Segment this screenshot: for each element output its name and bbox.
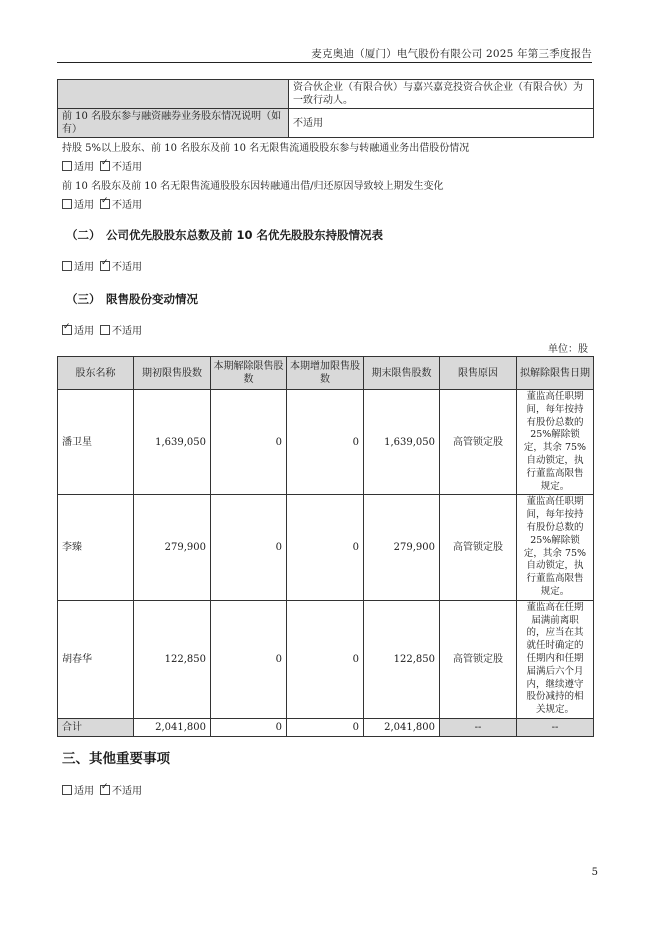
option-label: 不适用 [112,326,142,337]
section-number: （三） [66,292,101,306]
table-header-row [58,357,594,390]
column-header: 期初限售股数 [134,357,211,390]
column-header: 本期解除限售股数 [211,357,287,390]
report-header-title: 麦克奥迪（厦门）电气股份有限公司 2025 年第三季度报告 [311,48,592,60]
total-start: 2,041,800 [134,718,211,736]
release-date: 董监高任职期间，每年按持有股份总数的 25%解除锁定，其余 75%自动锁定，执行董监高限售规定。 [517,495,594,600]
checkbox-not-applicable[interactable] [100,199,110,209]
column-header: 拟解除限售日期 [517,357,594,390]
page-number: 5 [591,867,598,878]
change-options [62,196,142,211]
option-label: 适用 [74,200,94,211]
shareholder-name: 李臻 [58,495,134,600]
column-header: 本期增加限售股数 [287,357,364,390]
header-divider [57,62,592,63]
column-header: 股东名称 [58,357,134,390]
table-row [58,109,594,138]
section-preferred-shareholders [66,227,383,243]
restriction-reason: 高管锁定股 [440,390,517,495]
table-row [58,390,594,495]
section-number: （二） [66,228,101,242]
start-restricted: 1,639,050 [134,390,211,495]
margin-trading-label: 前 10 名股东参与融资融券业务股东情况说明（如有） [58,109,289,138]
option-label: 不适用 [112,200,142,211]
total-end: 2,041,800 [364,718,440,736]
concert-party-note: 资合伙企业（有限合伙）与嘉兴嘉竞投资合伙企业（有限合伙）为一致行动人。 [289,80,594,109]
end-restricted: 279,900 [364,495,440,600]
change-description: 前 10 名股东及前 10 名无限售流通股股东因转融通出借/归还原因导致较上期发生变化 [62,181,444,192]
option-label: 适用 [74,786,94,797]
option-label: 适用 [74,262,94,273]
checkbox-not-applicable[interactable] [100,325,110,335]
checkbox-not-applicable[interactable] [100,161,110,171]
added-restricted: 0 [287,495,364,600]
total-released: 0 [211,718,287,736]
start-restricted: 279,900 [134,495,211,600]
table-row [58,600,594,718]
release-date: 董监高任职期间，每年按持有股份总数的 25%解除锁定，其余 75%自动锁定，执行董监高限售规定。 [517,390,594,495]
lending-options [62,158,142,173]
release-date: 董监高在任期届满前离职的，应当在其就任时确定的任期内和任期届满后六个月内，继续遵守股份减持的相关规定。 [517,600,594,718]
checkbox-applicable[interactable] [62,785,72,795]
checkbox-applicable[interactable] [62,161,72,171]
option-label: 适用 [74,326,94,337]
restriction-reason: 高管锁定股 [440,600,517,718]
option-label: 不适用 [112,786,142,797]
released-restricted: 0 [211,600,287,718]
option-label: 适用 [74,162,94,173]
total-label: 合计 [58,718,134,736]
section-restricted-shares [66,291,198,307]
section-other-matters: 三、其他重要事项 [62,751,170,767]
checkbox-not-applicable[interactable] [100,261,110,271]
restricted-shares-table [57,356,594,737]
end-restricted: 122,850 [364,600,440,718]
shareholder-name: 胡春华 [58,600,134,718]
shareholder-notes-table [57,79,594,138]
column-header: 期末限售股数 [364,357,440,390]
restriction-reason: 高管锁定股 [440,495,517,600]
table-total-row [58,718,594,736]
lending-description: 持股 5%以上股东、前 10 名股东及前 10 名无限售流通股股东参与转融通业务出借股份情况 [62,143,470,154]
preferred-options [62,258,142,273]
checkbox-applicable[interactable] [62,325,72,335]
added-restricted: 0 [287,600,364,718]
end-restricted: 1,639,050 [364,390,440,495]
start-restricted: 122,850 [134,600,211,718]
margin-trading-value: 不适用 [289,109,594,138]
checkbox-applicable[interactable] [62,199,72,209]
total-added: 0 [287,718,364,736]
option-label: 不适用 [112,162,142,173]
checkbox-not-applicable[interactable] [100,785,110,795]
shareholder-name: 潘卫星 [58,390,134,495]
unit-label: 单位：股 [548,344,588,355]
column-header: 限售原因 [440,357,517,390]
table-row [58,80,594,109]
option-label: 不适用 [112,262,142,273]
total-reason: -- [440,718,517,736]
released-restricted: 0 [211,495,287,600]
checkbox-applicable[interactable] [62,261,72,271]
other-options [62,782,142,797]
section-title: 限售股份变动情况 [106,292,198,306]
table-cell-empty [58,80,289,109]
total-release-date: -- [517,718,594,736]
added-restricted: 0 [287,390,364,495]
section-title: 公司优先股股东总数及前 10 名优先股股东持股情况表 [106,228,384,242]
table-row [58,495,594,600]
released-restricted: 0 [211,390,287,495]
restricted-options [62,322,142,337]
